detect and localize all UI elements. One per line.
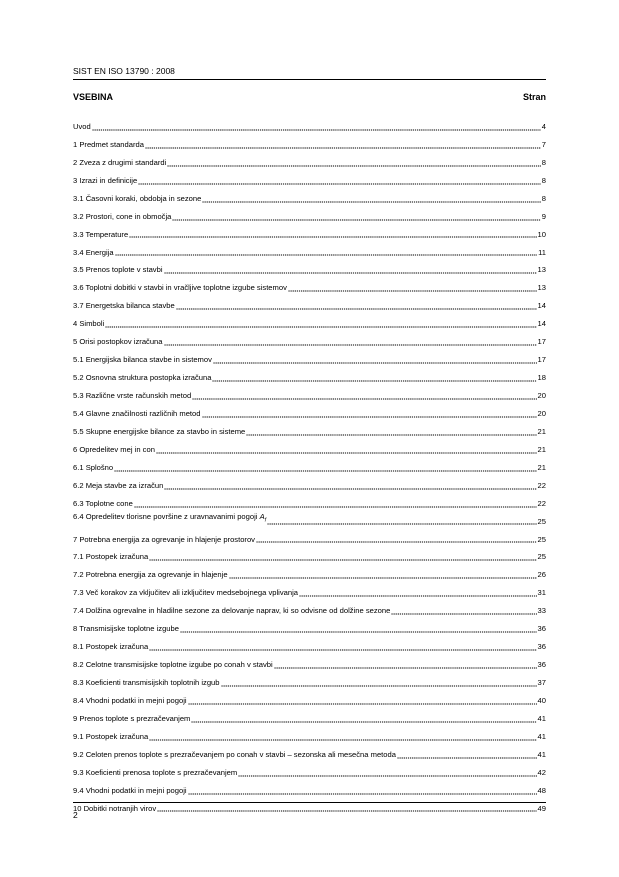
toc-entry[interactable] bbox=[73, 795, 546, 813]
toc-entry-page: 22 bbox=[537, 480, 546, 490]
toc-entry-page: 26 bbox=[537, 570, 546, 580]
toc-entry-page: 20 bbox=[537, 408, 546, 418]
toc-entry[interactable] bbox=[73, 131, 546, 149]
toc-entry-text: Celotne transmisijske toplotne izgube po conah v stavbi bbox=[85, 660, 273, 670]
toc-entry-number: 5.2 bbox=[73, 373, 84, 383]
toc-entry-number: 8.2 bbox=[73, 660, 84, 670]
dot-leader bbox=[202, 409, 537, 418]
toc-entry-page: 13 bbox=[537, 283, 546, 293]
toc-entry-number: 3.5 bbox=[73, 265, 84, 275]
toc-entry-page: 9 bbox=[541, 211, 546, 221]
toc-entry[interactable] bbox=[73, 346, 546, 364]
dot-leader bbox=[202, 194, 540, 203]
toc-entry-number: 8.4 bbox=[73, 695, 84, 705]
dot-leader bbox=[114, 463, 536, 472]
toc-entry[interactable] bbox=[73, 364, 546, 382]
dot-leader bbox=[149, 642, 536, 651]
toc-entry-number: 1 bbox=[73, 139, 78, 149]
toc-entry[interactable] bbox=[73, 561, 546, 579]
toc-entry-page: 11 bbox=[538, 247, 546, 257]
toc-entry-number: 7.2 bbox=[73, 570, 84, 580]
toc-entry-text: Uvod bbox=[73, 121, 91, 131]
dot-leader bbox=[274, 660, 537, 669]
toc-entry-text: Zveza z drugimi standardi bbox=[79, 157, 167, 167]
toc-entry[interactable] bbox=[73, 651, 546, 669]
header-rule bbox=[73, 79, 546, 80]
toc-entry[interactable] bbox=[73, 633, 546, 651]
toc-entry-text: Postopek izračuna bbox=[85, 642, 149, 652]
toc-entry[interactable] bbox=[73, 508, 546, 526]
toc-entry-text: Izrazi in definicije bbox=[79, 175, 138, 185]
toc-entry-label bbox=[73, 230, 128, 239]
dot-leader bbox=[149, 552, 536, 561]
toc-entry[interactable] bbox=[73, 741, 546, 759]
dot-leader bbox=[191, 714, 536, 723]
toc-entry[interactable] bbox=[73, 777, 546, 795]
toc-entry-number: 6 bbox=[73, 444, 78, 454]
dot-leader bbox=[229, 570, 537, 579]
footer-rule bbox=[73, 802, 546, 803]
toc-entry-page: 41 bbox=[537, 749, 546, 759]
toc-entry-number: 8 bbox=[73, 624, 78, 634]
toc-page-column-title: Stran bbox=[522, 92, 546, 102]
toc-entry-number: 5.1 bbox=[73, 355, 84, 365]
toc-entry-number: 3 bbox=[73, 175, 78, 185]
dot-leader bbox=[264, 517, 536, 526]
toc-entry[interactable] bbox=[73, 544, 546, 562]
toc-entry-label bbox=[73, 355, 212, 364]
toc-entry-label bbox=[73, 212, 171, 221]
toc-entry[interactable] bbox=[73, 239, 546, 257]
toc-entry-text: Energija bbox=[85, 247, 114, 257]
toc-entry-page: 33 bbox=[537, 606, 546, 616]
toc-entry-number: 9.4 bbox=[73, 785, 84, 795]
toc-entry-number: 6.2 bbox=[73, 480, 84, 490]
toc-entry-label bbox=[73, 176, 137, 185]
dot-leader bbox=[149, 732, 536, 741]
toc-entry-number: 9.3 bbox=[73, 767, 84, 777]
toc-entry-label bbox=[73, 463, 113, 472]
toc-entry-label bbox=[73, 535, 255, 544]
toc-entry-page: 36 bbox=[537, 624, 546, 634]
dot-leader bbox=[134, 499, 537, 508]
dot-leader bbox=[188, 696, 537, 705]
toc-entry-number: 8.3 bbox=[73, 678, 84, 687]
toc-entry-text: Opredelitev tlorisne površine z uravnavanimi pogoji A bbox=[85, 512, 265, 522]
toc-entry-page: 8 bbox=[541, 175, 546, 185]
toc-entry-text: Osnovna struktura postopka izračuna bbox=[85, 373, 212, 383]
dot-leader bbox=[213, 355, 537, 364]
toc-entry-text: Toplotni dobitki v stavbi in vračljive toplotne izgube sistemov bbox=[85, 283, 287, 293]
dot-leader bbox=[212, 373, 536, 382]
toc-entry[interactable] bbox=[73, 185, 546, 203]
document-id-header: SIST EN ISO 13790 : 2008 bbox=[73, 66, 175, 76]
dot-leader bbox=[156, 445, 537, 454]
page-number: 2 bbox=[73, 810, 78, 820]
toc-entry-text: Celoten prenos toplote s prezračevanjem po conah v stavbi – sezonska ali mesečna metoda bbox=[85, 749, 396, 759]
toc-entry-page: 21 bbox=[537, 426, 546, 436]
toc-entry-label bbox=[73, 122, 91, 131]
toc-entry[interactable] bbox=[73, 274, 546, 292]
toc-entry-label bbox=[73, 248, 114, 257]
toc-entry-number: 10 bbox=[73, 803, 82, 813]
toc-entry-label bbox=[73, 499, 133, 508]
toc-entry-number: 9 bbox=[73, 713, 78, 723]
toc-entry-number: 3.2 bbox=[73, 211, 84, 221]
dot-leader bbox=[188, 786, 537, 795]
toc-entry-label bbox=[73, 427, 245, 436]
toc-entry-number: 4 bbox=[73, 319, 78, 329]
toc-entry-text: Opredelitev mej in con bbox=[79, 444, 155, 454]
toc-entry-text: Glavne značilnosti različnih metod bbox=[85, 408, 201, 418]
toc-entry-label bbox=[73, 696, 187, 705]
toc-entry[interactable] bbox=[73, 221, 546, 239]
dot-leader bbox=[167, 158, 540, 167]
toc-entry-text: Simboli bbox=[79, 319, 105, 329]
toc-entry-number: 5.3 bbox=[73, 391, 84, 400]
toc-entry-label bbox=[73, 265, 163, 274]
toc-entry-text: Dolžina ogrevalne in hladilne sezone za delovanje naprav, ki so odvisne od dolžine sezone bbox=[85, 606, 391, 616]
toc-entry-label bbox=[73, 337, 163, 346]
toc-entry-page: 49 bbox=[537, 803, 546, 813]
dot-leader bbox=[288, 283, 537, 292]
dot-leader bbox=[391, 606, 536, 615]
toc-entry-page: 20 bbox=[537, 391, 546, 400]
toc-entry-number: 6.4 bbox=[73, 512, 84, 522]
dot-leader bbox=[192, 391, 536, 400]
toc-entry[interactable] bbox=[73, 579, 546, 597]
dot-leader bbox=[164, 265, 537, 274]
toc-entry[interactable] bbox=[73, 203, 546, 221]
toc-entry-number: 5 bbox=[73, 337, 78, 347]
toc-entry-number: 6.3 bbox=[73, 498, 84, 508]
toc-entry-text: Različne vrste računskih metod bbox=[85, 391, 192, 400]
toc-entry[interactable] bbox=[73, 687, 546, 705]
toc-entry-label bbox=[73, 194, 201, 203]
toc-entry-label bbox=[73, 140, 144, 149]
dot-leader bbox=[115, 248, 538, 257]
table-of-contents bbox=[73, 113, 546, 813]
dot-leader bbox=[172, 212, 540, 221]
toc-entry-label bbox=[73, 804, 156, 813]
toc-entry-page: 21 bbox=[537, 462, 546, 472]
toc-entry-text: Orisi postopkov izračuna bbox=[79, 337, 163, 347]
toc-entry-label bbox=[73, 786, 187, 795]
toc-entry-number: 7.4 bbox=[73, 606, 84, 616]
toc-entry-page: 41 bbox=[537, 713, 546, 723]
toc-entry[interactable] bbox=[73, 167, 546, 185]
toc-entry-label bbox=[73, 714, 190, 723]
dot-leader bbox=[145, 140, 541, 149]
toc-entry-page: 41 bbox=[537, 731, 546, 741]
toc-entry-page: 7 bbox=[541, 139, 546, 149]
dot-leader bbox=[397, 750, 537, 759]
toc-entry-label bbox=[73, 481, 163, 490]
toc-title-row bbox=[73, 92, 546, 102]
toc-entry-number: 3.1 bbox=[73, 193, 84, 203]
dot-leader bbox=[221, 678, 537, 687]
toc-entry-text: Toplotne cone bbox=[85, 498, 133, 508]
toc-entry-text: Vhodni podatki in mejni pogoji bbox=[85, 695, 187, 705]
toc-entry-text: Prenos toplote s prezračevanjem bbox=[79, 713, 191, 723]
toc-entry-page: 37 bbox=[537, 678, 546, 687]
toc-entry-text: Koeficienti transmisijskih toplotnih izgub bbox=[85, 678, 220, 687]
dot-leader bbox=[299, 588, 537, 597]
toc-entry[interactable] bbox=[73, 310, 546, 328]
toc-entry-label bbox=[73, 552, 148, 561]
toc-entry-text: Energijska bilanca stavbe in sistemov bbox=[85, 355, 212, 365]
toc-entry-page: 10 bbox=[537, 229, 546, 239]
toc-entry-page: 21 bbox=[537, 444, 546, 454]
toc-entry-number: 3.6 bbox=[73, 283, 84, 293]
toc-entry[interactable] bbox=[73, 436, 546, 454]
toc-entry-text: Postopek izračuna bbox=[85, 552, 149, 562]
dot-leader bbox=[176, 301, 537, 310]
dot-leader bbox=[92, 122, 541, 131]
toc-entry[interactable] bbox=[73, 382, 546, 400]
toc-entry-page: 25 bbox=[537, 552, 546, 562]
toc-entry[interactable] bbox=[73, 597, 546, 615]
toc-entry[interactable] bbox=[73, 257, 546, 275]
toc-entry-page: 48 bbox=[537, 785, 546, 795]
toc-entry-page: 25 bbox=[537, 516, 546, 526]
toc-entry-text: Časovni koraki, obdobja in sezone bbox=[85, 193, 202, 203]
toc-entry-text: Splošno bbox=[85, 462, 114, 472]
toc-entry-text: Vhodni podatki in mejni pogoji bbox=[85, 785, 187, 795]
toc-entry-number: 9.1 bbox=[73, 731, 84, 741]
toc-entry-label bbox=[73, 445, 155, 454]
toc-entry-page: 18 bbox=[537, 373, 546, 383]
dot-leader bbox=[246, 427, 536, 436]
toc-entry-page: 14 bbox=[537, 319, 546, 329]
toc-entry-number: 2 bbox=[73, 157, 78, 167]
toc-entry-text: Dobitki notranjih virov bbox=[83, 803, 157, 813]
toc-entry[interactable] bbox=[73, 400, 546, 418]
toc-entry[interactable] bbox=[73, 454, 546, 472]
toc-entry-label bbox=[73, 750, 396, 759]
toc-entry-label bbox=[73, 570, 228, 579]
toc-entry-text: Koeficienti prenosa toplote s prezračevanjem bbox=[85, 767, 238, 777]
toc-entry-page: 36 bbox=[537, 642, 546, 652]
toc-title: VSEBINA bbox=[73, 92, 114, 102]
toc-entry-page: 17 bbox=[537, 355, 546, 365]
toc-entry-label bbox=[73, 283, 287, 292]
toc-entry-page: 22 bbox=[537, 498, 546, 508]
toc-entry[interactable] bbox=[73, 418, 546, 436]
toc-entry-number: 6.1 bbox=[73, 462, 84, 472]
toc-entry[interactable] bbox=[73, 292, 546, 310]
toc-entry-number: 5.5 bbox=[73, 426, 84, 436]
toc-entry-text: Prenos toplote v stavbi bbox=[85, 265, 163, 275]
toc-entry-page: 8 bbox=[541, 157, 546, 167]
toc-entry[interactable] bbox=[73, 490, 546, 508]
dot-leader bbox=[105, 319, 536, 328]
toc-entry-text: Temperature bbox=[85, 229, 129, 239]
toc-entry-label bbox=[73, 642, 148, 651]
toc-entry-label bbox=[73, 158, 166, 167]
toc-entry-label bbox=[73, 624, 179, 633]
toc-entry[interactable] bbox=[73, 615, 546, 633]
dot-leader bbox=[129, 230, 536, 239]
toc-entry[interactable] bbox=[73, 472, 546, 490]
toc-entry-text: Predmet standarda bbox=[79, 139, 144, 149]
toc-entry-page: 8 bbox=[541, 193, 546, 203]
toc-entry-text: Meja stavbe za izračun bbox=[85, 480, 164, 490]
toc-entry-label bbox=[73, 391, 191, 400]
toc-entry-label bbox=[73, 678, 220, 687]
toc-entry-number: 8.1 bbox=[73, 642, 84, 652]
toc-entry-label bbox=[73, 301, 175, 310]
dot-leader bbox=[238, 768, 536, 777]
toc-entry-page: 36 bbox=[537, 660, 546, 670]
toc-entry[interactable] bbox=[73, 705, 546, 723]
toc-entry-page: 31 bbox=[537, 588, 546, 598]
dot-leader bbox=[164, 481, 536, 490]
toc-entry[interactable] bbox=[73, 113, 546, 131]
toc-entry-text: Prostori, cone in območja bbox=[85, 211, 172, 221]
toc-entry-label bbox=[73, 660, 273, 669]
toc-entry-number: 3.4 bbox=[73, 247, 84, 257]
toc-entry-number: 3.7 bbox=[73, 301, 84, 311]
toc-entry-number: 7 bbox=[73, 534, 78, 544]
toc-entry-page: 4 bbox=[541, 121, 546, 131]
toc-entry-number: 5.4 bbox=[73, 408, 84, 418]
toc-entry-page: 25 bbox=[537, 534, 546, 544]
toc-entry-text: Energetska bilanca stavbe bbox=[85, 301, 175, 311]
toc-entry[interactable] bbox=[73, 669, 546, 687]
toc-entry-page: 14 bbox=[537, 301, 546, 311]
dot-leader bbox=[180, 624, 537, 633]
toc-entry-text: Postopek izračuna bbox=[85, 731, 149, 741]
toc-entry-number: 9.2 bbox=[73, 749, 84, 759]
toc-entry-label bbox=[73, 768, 237, 777]
toc-entry-number: 3.3 bbox=[73, 229, 84, 239]
toc-entry[interactable] bbox=[73, 759, 546, 777]
toc-entry-page: 42 bbox=[537, 767, 546, 777]
toc-entry-label bbox=[73, 409, 201, 418]
toc-entry-number: 7.1 bbox=[73, 552, 84, 562]
dot-leader bbox=[157, 804, 536, 813]
toc-entry-page: 13 bbox=[537, 265, 546, 275]
toc-entry[interactable] bbox=[73, 149, 546, 167]
toc-entry-number: 7.3 bbox=[73, 588, 84, 598]
toc-entry-text: Potrebna energija za ogrevanje in hlajenje prostorov bbox=[79, 534, 255, 544]
toc-entry-text: Skupne energijske bilance za stavbo in sisteme bbox=[85, 426, 246, 436]
toc-entry-page: 40 bbox=[537, 695, 546, 705]
toc-entry-subscript: f bbox=[264, 517, 267, 524]
dot-leader bbox=[164, 337, 537, 346]
toc-entry-label bbox=[73, 606, 390, 615]
toc-entry[interactable] bbox=[73, 723, 546, 741]
dot-leader bbox=[138, 176, 541, 185]
toc-entry-label bbox=[73, 512, 266, 526]
toc-entry-page: 17 bbox=[537, 337, 546, 347]
toc-entry-text: Več korakov za vključitev ali izključitev medsebojnega vplivanja bbox=[85, 588, 298, 598]
dot-leader bbox=[256, 535, 537, 544]
toc-entry-label bbox=[73, 588, 298, 597]
toc-entry-text: Transmisijske toplotne izgube bbox=[79, 624, 179, 634]
toc-entry-label bbox=[73, 319, 104, 328]
toc-entry[interactable] bbox=[73, 526, 546, 544]
toc-entry-label bbox=[73, 732, 148, 741]
toc-entry[interactable] bbox=[73, 328, 546, 346]
toc-entry-label bbox=[73, 373, 211, 382]
toc-entry-text: Potrebna energija za ogrevanje in hlajenje bbox=[85, 570, 228, 580]
